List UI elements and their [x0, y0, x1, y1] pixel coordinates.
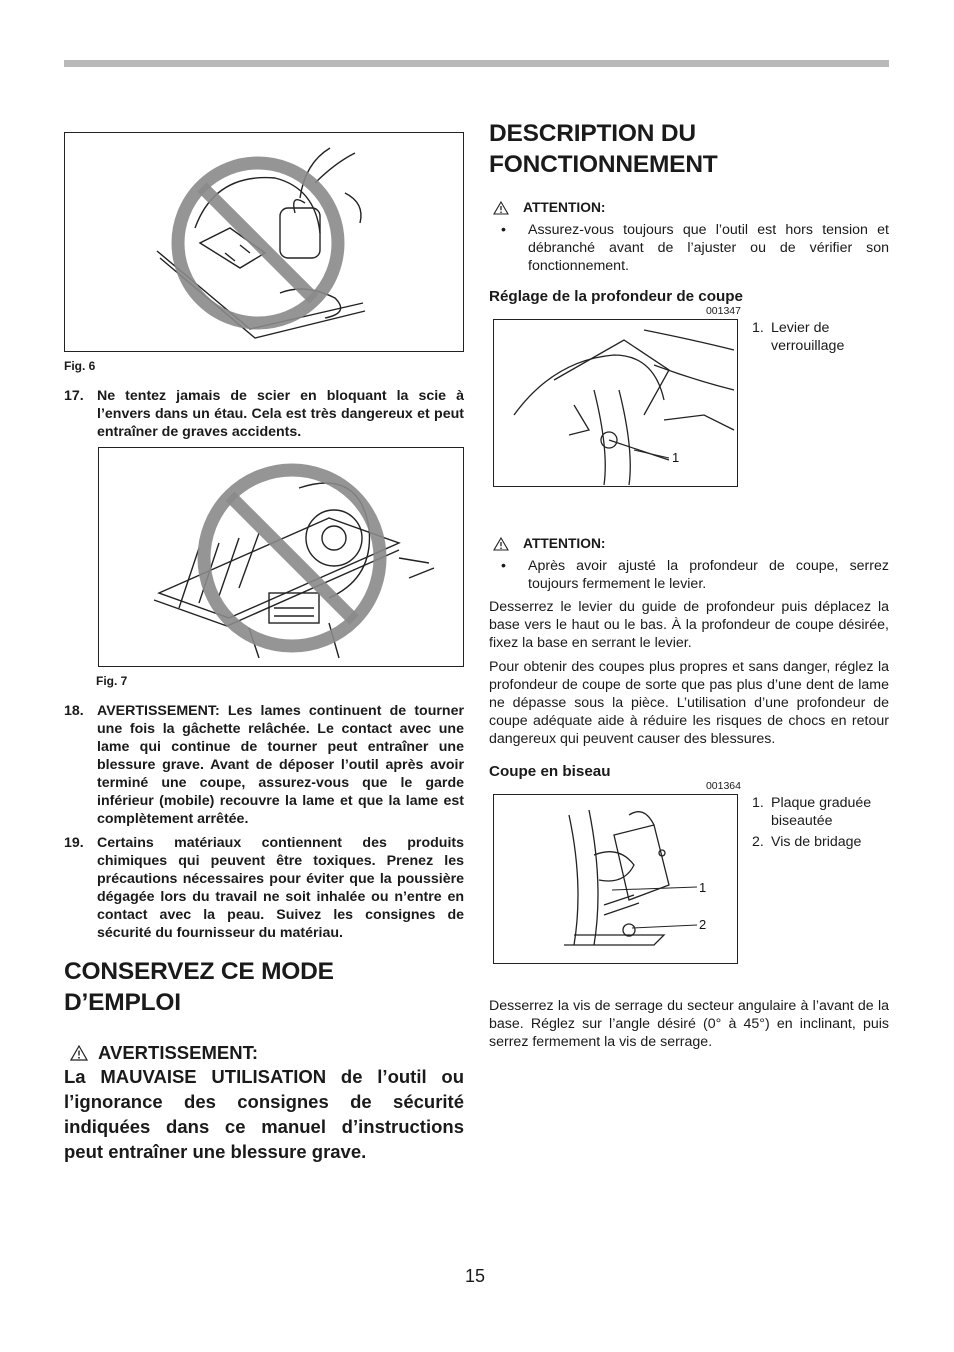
- warning-triangle-icon: [493, 201, 509, 215]
- fig6-caption: Fig. 6: [64, 359, 96, 373]
- legend-2: [752, 794, 892, 851]
- attention-bullet-2: • Après avoir ajusté la profondeur de coupe, serrez toujours fermement le levier.: [501, 558, 889, 592]
- upside-down-saw-illustration: [65, 133, 463, 351]
- subheading-bevel: Coupe en biseau: [489, 762, 611, 780]
- list-item-18: [64, 702, 464, 828]
- paragraph-depth-1: Desserrez le levier du guide de profondeur puis déplacez la base vers le haut ou le bas. À la profondeur de coupe désirée, fixez la base en serrant le levier.: [489, 599, 889, 652]
- item-number: 17.: [64, 388, 84, 404]
- figure-7: [98, 447, 464, 667]
- item-text: AVERTISSEMENT: Les lames continuent de tourner une fois la gâchette relâchée. Le contact avec une lame qui continue de tourner peut entraîner une blessure grave. Avant de déposer l’outil après avoir terminé une coupe, assurez-vous que le garde inférieur (mobile) recouvre la lame et que la lame est complètement arrêtée.: [97, 703, 464, 827]
- item-text: Certains matériaux contiennent des produits chimiques qui peuvent être toxiques. Prenez les précautions nécessaires pour éviter que la poussière dégagée lors du travail ne soit inhalée ou n’entre en contact avec la peau. Suivez les consignes de sécurité du fournisseur du matériau.: [97, 835, 464, 941]
- item-number: 19.: [64, 835, 84, 851]
- subheading-depth: Réglage de la profondeur de coupe: [489, 288, 744, 305]
- legend-item: 1. Plaque graduée biseautée: [752, 794, 872, 829]
- paragraph-depth-2: Pour obtenir des coupes plus propres et sans danger, réglez la profondeur de coupe de sorte que pas plus d’une dent de lame ne dépasse sous la pièce. L’utilisation d’une profondeur de coupe adéquate aide à réduire les risques de chocs en retour dangereux qui peuvent causer des blessures.: [489, 658, 889, 748]
- header-rule: [64, 60, 889, 67]
- attention-bullet-1: • Assurez-vous toujours que l’outil est hors tension et débranché avant de l’ajuster ou de vérifier son fonctionnement.: [501, 222, 889, 274]
- section-heading-conservez: CONSERVEZ CE MODE D’EMPLOI: [64, 958, 334, 1016]
- depth-lever-illustration: [494, 320, 737, 486]
- safety-list-a: [64, 387, 464, 441]
- warning-title: AVERTISSEMENT:: [98, 1042, 259, 1063]
- legend-item: 1. Levier de verrouillage: [752, 320, 845, 354]
- warning-triangle-icon: [70, 1045, 88, 1061]
- item-text: Ne tentez jamais de scier en bloquant la scie à l’envers dans un étau. Cela est très dangereux et peut entraîner de graves accidents.: [97, 388, 464, 440]
- warning-triangle-icon: [493, 537, 509, 551]
- attention-heading-1: ATTENTION:: [493, 200, 889, 215]
- saw-in-vise-illustration: [99, 448, 463, 666]
- list-item-19: [64, 834, 464, 942]
- item-number: 18.: [64, 703, 84, 719]
- figure-depth-adjust: [493, 319, 738, 487]
- callout-1: 1: [672, 450, 680, 465]
- safety-list-b: [64, 702, 464, 942]
- callout-1: 1: [699, 879, 707, 895]
- figure-bevel-cut: [493, 794, 738, 964]
- callout-2: 2: [699, 916, 707, 932]
- legend-item: 2. Vis de bridage: [752, 833, 862, 850]
- bevel-figure-row: [489, 794, 889, 966]
- warning-text: La MAUVAISE UTILISATION de l’outil ou l’ignorance des consignes de sécurité indiquées dans ce manuel d’instructions peut entraîner une blessure grave.: [64, 1066, 464, 1162]
- fig7-caption: Fig. 7: [96, 674, 128, 688]
- section-heading-description: DESCRIPTION DU FONCTIONNEMENT: [489, 120, 718, 178]
- list-item-17: [64, 387, 464, 441]
- page-number: 15: [465, 1266, 486, 1286]
- legend-1: [752, 319, 892, 355]
- warning-heading: [70, 1042, 464, 1064]
- figure-code-1: 001347: [705, 305, 741, 317]
- right-column: [489, 118, 889, 1051]
- figure-code-2: 001364: [705, 779, 741, 792]
- depth-figure-row: [489, 319, 889, 491]
- bevel-plate-illustration: [494, 795, 737, 963]
- prohibition-sign: [178, 163, 338, 323]
- left-column: [64, 132, 464, 1164]
- figure-6: [64, 132, 464, 352]
- paragraph-bevel: Desserrez la vis de serrage du secteur angulaire à l’avant de la base. Réglez sur l’angle désiré (0° à 45°) en inclinant, puis serrez fermement la vis de serrage.: [489, 997, 889, 1051]
- attention-heading-2: ATTENTION:: [493, 536, 889, 551]
